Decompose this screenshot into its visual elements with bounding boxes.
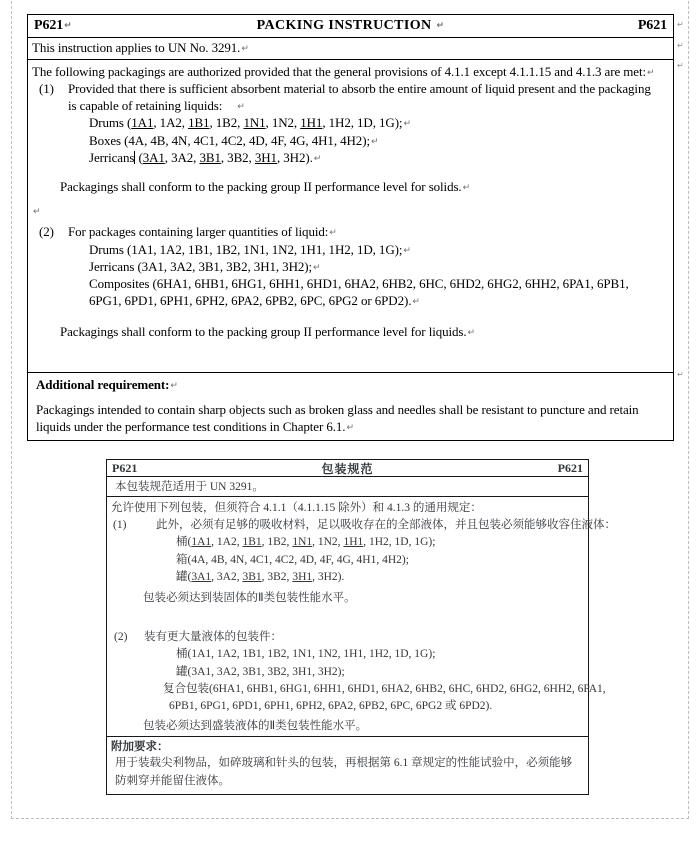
cn-additional-requirement-row[interactable] (107, 737, 588, 794)
text-line (107, 590, 588, 607)
paragraph-mark-icon: ↵ (237, 101, 245, 112)
text-run: is capable of retaining liquids: (68, 97, 223, 113)
text-run: Jerricans (3A1, 3A2, 3B1, 3B2, 3H1, 3H2); (89, 259, 313, 275)
code-text: P621 (557, 460, 583, 475)
text-line (111, 479, 588, 496)
instruction-title (124, 18, 577, 34)
paragraph-mark-icon: ↵ (346, 422, 354, 433)
text-run: 6PG1, 6PD1, 6PH1, 6PH2, 6PA2, 6PB2, 6PC, 6PG2 or 6PD2). (89, 292, 412, 308)
text-run: 复合包装(6HA1, 6HB1, 6HG1, 6HH1, 6HD1, 6HA2, 6HB2, 6HC, 6HD2, 6HG2, 6HH2, 6PA1, (163, 682, 606, 695)
instruction-code-left (112, 461, 182, 476)
text-run: 允许使用下列包装，但须符合 4.1.1（4.1.1.15 除外）和 4.1.3 的通用规定： (111, 502, 482, 514)
text-run: 包装必须达到盛装液体的Ⅱ类包装性能水平。 (143, 720, 368, 733)
text-run: 1N1 (243, 115, 266, 131)
text-run: , 1N2, (312, 536, 344, 549)
text-run: Packagings shall conform to the packing group II performance level for liquids. (60, 324, 467, 340)
text-run: , 1H2, 1D, 1G); (322, 115, 403, 131)
text-line (28, 133, 673, 150)
row-end-mark-icon: ↵ (677, 370, 684, 379)
text-run: , 1B2, (261, 536, 293, 549)
text-run: 1H1 (343, 536, 364, 549)
additional-requirement-title (32, 377, 669, 394)
text-line (107, 664, 588, 681)
paragraph-mark-icon: ↵ (329, 228, 337, 239)
text-line (107, 517, 616, 534)
packing-instruction-table-cn (106, 459, 616, 795)
row-end-mark-icon: ↵ (677, 41, 684, 50)
text-run: 桶(1A1, 1A2, 1B1, 1B2, 1N1, 1N2, 1H1, 1H2, 1D, 1G); (176, 648, 436, 661)
code-text: P621 (637, 18, 667, 33)
text-line (28, 203, 673, 220)
paragraph-mark-icon: ↵ (403, 119, 411, 130)
additional-requirement-text (111, 755, 583, 790)
instruction-code-left (34, 18, 124, 34)
text-run: 1B1 (242, 536, 262, 549)
title-text: PACKING INSTRUCTION (256, 18, 432, 33)
paragraph-mark-icon: ↵ (313, 154, 322, 165)
paragraph-mark-icon: ↵ (241, 44, 249, 54)
text-run: , 3H2). (276, 150, 313, 166)
paragraph-mark-icon: ↵ (646, 68, 655, 78)
list-number: (1) (39, 81, 54, 97)
title-text: 包装规范 (321, 461, 374, 476)
additional-requirement-title (111, 739, 583, 755)
paragraph-mark-icon: ↵ (33, 206, 41, 217)
text-run: , 1A2, (211, 536, 243, 549)
title-text: Additional requirement: (36, 377, 170, 392)
text-line (32, 402, 669, 435)
list-number: (1) (113, 519, 127, 532)
text-run: 罐( (176, 570, 192, 583)
paragraph-mark-icon: ↵ (170, 381, 178, 391)
text-line (28, 115, 673, 132)
text-run: The following packagings are authorized provided that the general provisions of 4.1.1 except 4.1.1.15 and 4.1.3 are met: (32, 64, 646, 79)
text-run: 1A1 (131, 115, 154, 131)
paragraph-mark-icon: ↵ (436, 21, 445, 31)
text-line (28, 324, 673, 341)
text-run: Jerricans (89, 150, 135, 166)
text-run: Packagings intended to contain sharp objects such as broken glass and needles shall be resistant to puncture and retain liquids under the performance test conditions in Chapter 6.1. (36, 402, 639, 434)
cn-scope-row[interactable] (107, 477, 588, 497)
text-run: 1N1 (292, 536, 313, 549)
text-run: , 3A2, (164, 150, 200, 166)
text-line (28, 98, 673, 115)
text-run: , 3A2, (211, 570, 243, 583)
text-run: , 1H2, 1D, 1G); (363, 536, 436, 549)
text-run: Provided that there is sufficient absorbent material to absorb the entire amount of liquid present and the packaging (68, 81, 651, 97)
additional-requirement-text (32, 402, 669, 435)
text-run: Packagings shall conform to the packing group II performance level for solids. (60, 179, 462, 195)
text-run: 1H1 (300, 115, 323, 131)
text-line (107, 698, 588, 715)
text-run: This instruction applies to UN No. 3291. (32, 40, 241, 55)
text-run: ( (135, 150, 143, 166)
text-line (28, 150, 673, 167)
text-run: 桶( (176, 536, 192, 549)
text-line (28, 293, 673, 310)
paragraph-mark-icon: ↵ (313, 263, 321, 274)
paragraph-mark-icon: ↵ (467, 328, 475, 339)
text-line (28, 259, 673, 276)
text-run: , 3B2, (220, 150, 255, 166)
paragraph-mark-icon: ↵ (412, 296, 420, 307)
text-line (28, 179, 673, 196)
text-run: 3H1 (292, 570, 313, 583)
row-end-mark-icon: ↵ (677, 20, 684, 29)
text-run: 3A1 (191, 570, 212, 583)
text-line (107, 500, 588, 517)
text-run: , 1B2, (209, 115, 244, 131)
row-end-mark-icon: ↵ (677, 61, 684, 70)
text-line (28, 40, 673, 57)
text-run: 箱(4A, 4B, 4N, 4C1, 4C2, 4D, 4F, 4G, 4H1, 4H2); (176, 553, 409, 566)
list-number: (2) (114, 631, 128, 644)
text-line (28, 224, 673, 241)
text-run: Composites (6HA1, 6HB1, 6HG1, 6HH1, 6HD1, 6HA2, 6HB2, 6HC, 6HD2, 6HG2, 6HH2, 6PA1, 6PB1, (89, 276, 629, 292)
en-scope-row[interactable] (28, 38, 673, 60)
text-line (107, 569, 588, 586)
text-line (107, 629, 588, 646)
text-run: , 3B2, (261, 570, 293, 583)
text-run: Drums (1A1, 1A2, 1B1, 1B2, 1N1, 1N2, 1H1, 1H2, 1D, 1G); (89, 241, 403, 257)
instruction-title (182, 460, 513, 477)
paragraph-mark-icon: ↵ (64, 21, 72, 31)
cn-provisions-row[interactable] (107, 497, 616, 737)
paragraph-mark-icon: ↵ (462, 183, 471, 194)
text-run: 此外，必须有足够的吸收材料，足以吸收存在的全部液体，并且包装必须能够收容住液体： (156, 519, 616, 532)
text-run: , 1N2, (265, 115, 301, 131)
text-line (107, 552, 588, 569)
packing-instruction-table-en (27, 14, 674, 441)
en-provisions-row[interactable] (28, 60, 673, 373)
text-run: 1A1 (191, 536, 212, 549)
list-number: (2) (39, 224, 54, 240)
en-header-row[interactable] (28, 15, 673, 38)
text-run: 包装必须达到装固体的Ⅱ类包装性能水平。 (143, 592, 356, 605)
text-run: , 1A2, (153, 115, 189, 131)
text-run: 1B1 (188, 115, 210, 131)
instruction-code-right (513, 461, 583, 476)
text-line (28, 64, 673, 81)
title-text: 附加要求： (111, 741, 169, 753)
text-run: 罐(3A1, 3A2, 3B1, 3B2, 3H1, 3H2); (176, 665, 345, 678)
text-line (107, 718, 588, 735)
text-line (111, 755, 583, 790)
cn-header-row[interactable] (107, 460, 588, 477)
text-line (28, 276, 673, 292)
text-line (28, 242, 673, 259)
text-run: 用于装载尖利物品，如碎玻璃和针头的包装，再根据第 6.1 章规定的性能试验中，必须能够防刺穿并能留住液体。 (115, 757, 573, 787)
en-additional-requirement-row[interactable] (28, 373, 673, 440)
code-text: P621 (112, 460, 138, 475)
instruction-code-right (577, 18, 667, 34)
text-line (107, 534, 588, 551)
text-run: Boxes (4A, 4B, 4N, 4C1, 4C2, 4D, 4F, 4G, 4H1, 4H2); (89, 132, 370, 148)
text-run: Drums ( (89, 115, 132, 131)
text-run: 3H1 (254, 150, 277, 166)
text-run: 装有更大量液体的包装件： (144, 631, 282, 644)
paragraph-mark-icon: ↵ (403, 245, 411, 256)
paragraph-mark-icon: ↵ (370, 136, 379, 147)
text-line (28, 81, 673, 97)
text-run: For packages containing larger quantities of liquid: (68, 224, 329, 240)
text-run: 本包装规范适用于 UN 3291。 (115, 481, 264, 493)
code-text: P621 (34, 18, 64, 33)
text-run: 3B1 (199, 150, 221, 166)
text-run: 6PB1, 6PG1, 6PD1, 6PH1, 6PH2, 6PA2, 6PB2, 6PC, 6PG2 或 6PD2). (169, 700, 493, 713)
text-run: , 3H2). (312, 570, 345, 583)
text-run: 3B1 (242, 570, 262, 583)
text-line (107, 681, 606, 698)
text-run: 3A1 (142, 150, 165, 166)
text-line (107, 646, 588, 663)
